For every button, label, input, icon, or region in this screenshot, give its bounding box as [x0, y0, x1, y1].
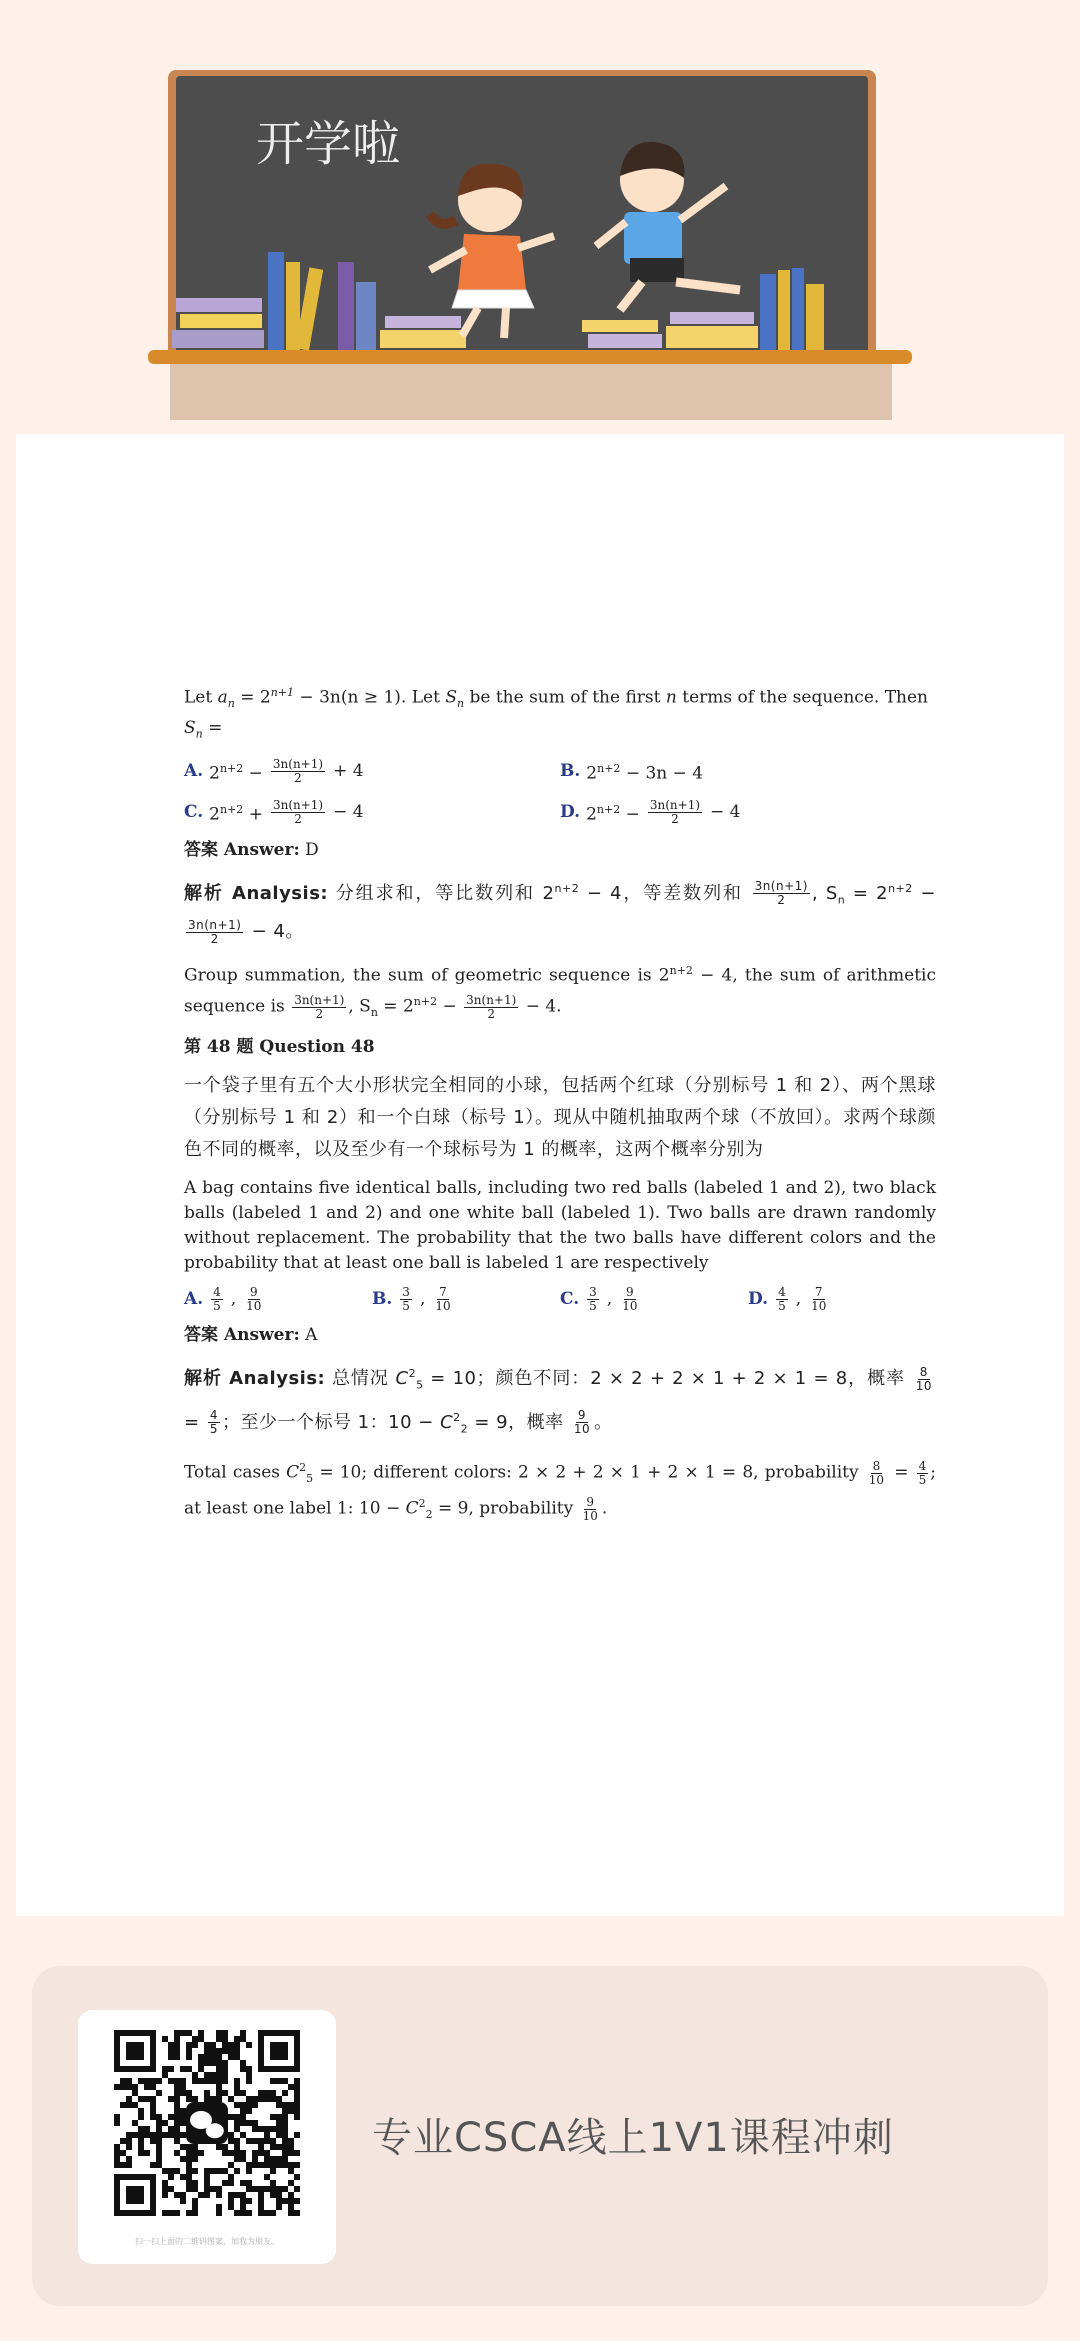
chalkboard-illustration	[0, 0, 1080, 430]
q47-option-d[interactable]: D. $2^{n+2}$ − $\frac{3n(n+1)}{2}$ − 4	[560, 797, 741, 826]
q48-option-b[interactable]: B. $\frac{3}{5}$ , $\frac{7}{10}$	[372, 1285, 451, 1314]
document-page	[16, 434, 1064, 1916]
q48-options	[184, 1286, 936, 1313]
q47-options-row-2	[184, 797, 936, 828]
q48-title: 第 48 题 Question 48	[184, 1037, 375, 1058]
q47-stem: Let $a_n = 2^{n+1} - 3n(n \ge 1)$. Let $S_n$ be the sum of the first n terms of the sequence. Then $S_n$ =	[184, 686, 928, 741]
qr-caption: 扫一扫上面的二维码图案，加我为朋友。	[135, 2237, 279, 2246]
q48-option-a[interactable]: A. $\frac{4}{5}$ , $\frac{9}{10}$	[184, 1285, 262, 1314]
q48-analysis-en: Total cases $C^2_5 = 10$; different colors: 2 × 2 + 2 × 1 + 2 × 1 = 8, probability $\frac{8}{10}$ = $\frac{4}{5}$ ; at least one label 1: $10 - C^2_2 = 9$, probability $\frac{9}{10}$ .	[184, 1458, 936, 1523]
promo-footer	[32, 1966, 1048, 2306]
wechat-qr-code[interactable]	[114, 2030, 300, 2216]
q48-option-d[interactable]: D. $\frac{4}{5}$ , $\frac{7}{10}$	[748, 1285, 827, 1314]
q47-option-a[interactable]: A. $2^{n+2}$ − $\frac{3n(n+1)}{2}$ + 4	[184, 757, 364, 786]
q48-stem-en: A bag contains five identical balls, including two red balls (labeled 1 and 2), two black balls (labeled 1 and 2) and one white ball (labeled 1). Two balls are drawn randomly without replacement. The probability that the two balls have different colors and the probability that at least one ball is labeled 1 are respectively	[184, 1178, 936, 1274]
q48-analysis-zh: 解析 Analysis: 总情况 $C^2_5 = 10$；颜色不同：2 × 2 + 2 × 1 + 2 × 1 = 8，概率 $\frac{8}{10}$ = $\frac{4}{5}$ ；至少一个标号 1：$10 - C^2_2 = 9$，概率 $\frac{9}{10}$ 。	[184, 1364, 932, 1437]
q47-analysis-en: Group summation, the sum of geometric sequence is $2^{n+2} - 4$, the sum of arithmetic sequence is $\frac{3n(n+1)}{2}$ , $S_n = 2^{n+2}$ − $\frac{3n(n+1)}{2}$ − 4.	[184, 964, 936, 1021]
q47-option-b[interactable]: B. $2^{n+2} - 3n - 4$	[560, 761, 704, 785]
chalk-text: 开学啦	[256, 116, 401, 172]
q47-options-row-1	[184, 756, 936, 787]
q48-stem-zh: 一个袋子里有五个大小形状完全相同的小球，包括两个红球（分别标号 1 和 2）、两个黑球（分别标号 1 和 2）和一个白球（标号 1）。现从中随机抽取两个球（不放回）。求两个球颜色不同的概率，以及至少有一个球标号为 1 的概率，这两个概率分别为	[184, 1075, 936, 1161]
q48-option-c[interactable]: C. $\frac{3}{5}$ , $\frac{9}{10}$	[560, 1285, 638, 1314]
document-content	[184, 680, 936, 1537]
q47-option-c[interactable]: C. $2^{n+2}$ + $\frac{3n(n+1)}{2}$ − 4	[184, 797, 364, 826]
course-slogan: 专业CSCA线上1V1课程冲刺	[372, 2115, 894, 2161]
q48-answer: 答案 Answer: A	[184, 1325, 318, 1346]
q47-answer: 答案 Answer: D	[184, 839, 319, 860]
qr-card	[78, 2010, 336, 2264]
q47-analysis-zh: 解析 Analysis: 分组求和，等比数列和 $2^{n+2} - 4$，等差数列和 $\frac{3n(n+1)}{2}$ , $S_n = 2^{n+2}$ − $\frac{3n(n+1)}{2}$ − 4。	[184, 879, 936, 946]
